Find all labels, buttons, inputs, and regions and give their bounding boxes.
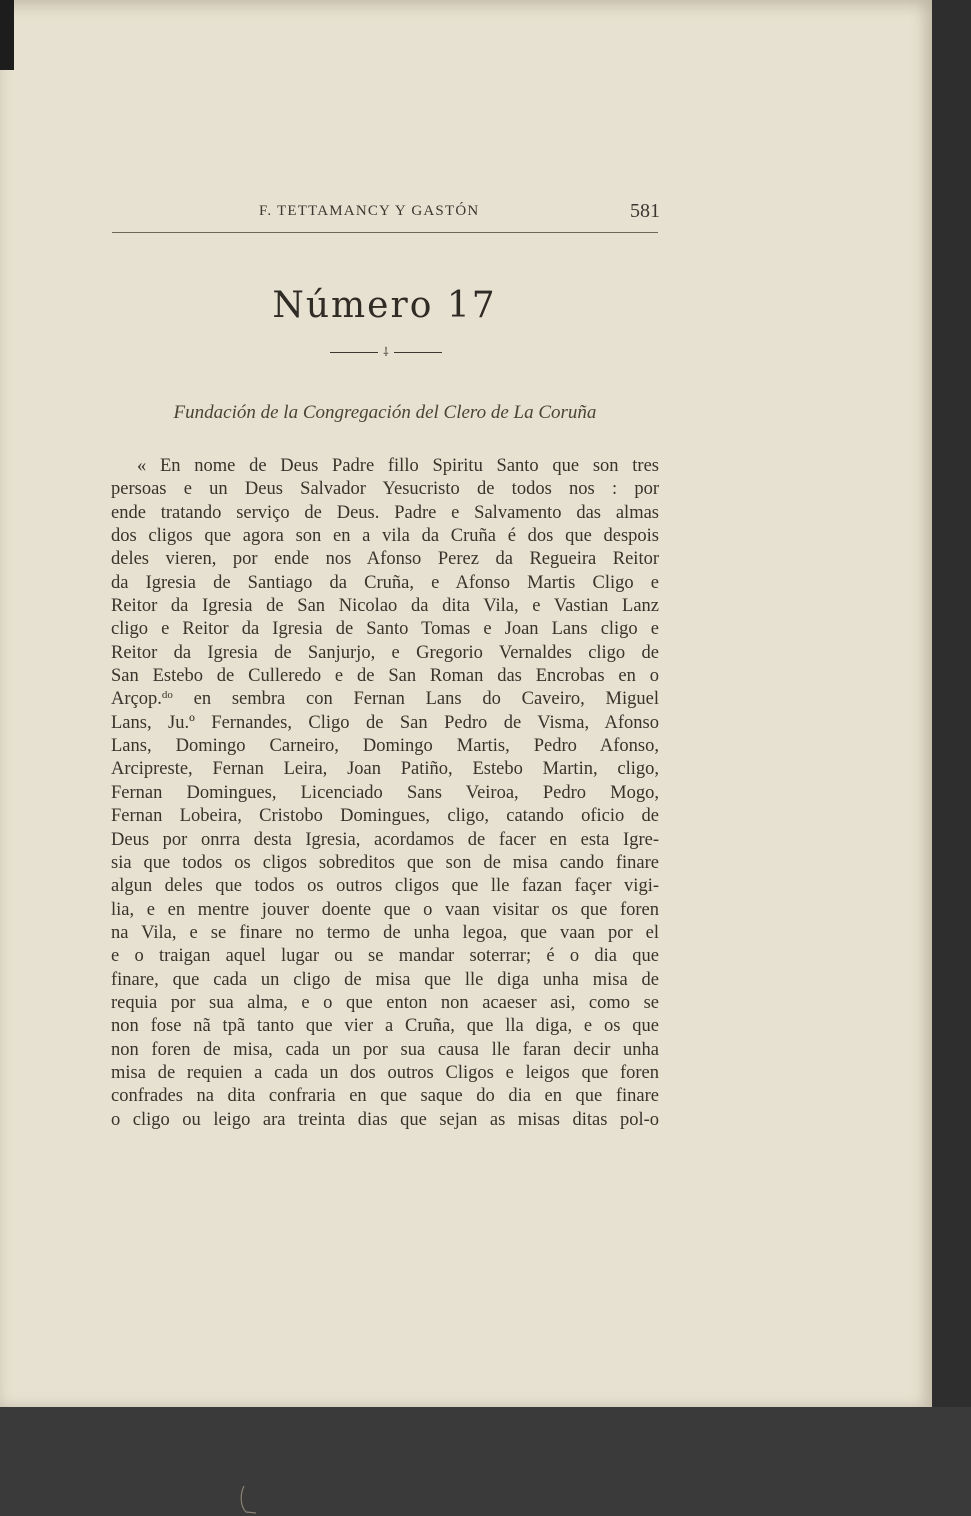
running-head (110, 200, 660, 231)
ornament-line-right (394, 352, 442, 353)
body-text (111, 455, 659, 1132)
ornament-cross-icon: ⸸ (383, 345, 389, 359)
text-line: finare, que cada un cligo de misa que lle diga unha misa de (111, 969, 659, 990)
text-line: Fernan Lobeira, Cristobo Domingues, cligo, catando oficio de (111, 806, 659, 827)
text-line: cligo e Reitor da Igresia de Santo Tomas e Joan Lans cligo e (111, 619, 659, 640)
text-line: na Vila, e se finare no termo de unha legoa, que vaan por el (111, 922, 659, 943)
document-title: Número 17 (272, 285, 497, 326)
text-line: dos cligos que agora son en a vila da Cruña é dos que despois (111, 526, 659, 547)
page-fold-shadow (0, 0, 14, 70)
text-line: lia, e en mentre jouver doente que o vaan visitar os que foren (111, 899, 659, 920)
pencil-mark-icon (238, 1484, 258, 1516)
ornament-divider (330, 344, 442, 360)
text-line: da Igresia de Santiago da Cruña, e Afonso Martis Cligo e (111, 572, 659, 593)
text-line-superscript (111, 688, 659, 711)
text-fragment: Arçop. (111, 689, 162, 710)
document-subtitle: Fundación de la Congregación del Clero de La Coruña (173, 402, 597, 423)
text-line: confrades na dita confraria en que saque do dia en que finare (111, 1086, 659, 1107)
text-line: Deus por onrra desta Igresia, acordamos de facer en esta Igre- (111, 829, 659, 850)
text-line: Fernan Domingues, Licenciado Sans Veiroa, Pedro Mogo, (111, 782, 659, 803)
scan-background-edge (932, 0, 971, 1407)
running-head-author: F. TETTAMANCY Y GASTÓN (259, 203, 480, 219)
ornament-line-left (330, 352, 378, 353)
text-line: requia por sua alma, e o que enton non acaeser asi, como se (111, 992, 659, 1013)
header-rule (112, 232, 658, 233)
text-line: Lans, Domingo Carneiro, Domingo Martis, Pedro Afonso, (111, 736, 659, 757)
text-line: « En nome de Deus Padre fillo Spiritu Santo que son tres (137, 456, 659, 476)
page-number: 581 (630, 200, 660, 222)
text-line: Arcipreste, Fernan Leira, Joan Patiño, Estebo Martin, cligo, (111, 759, 659, 780)
text-line: Reitor da Igresia de San Nicolao da dita Vila, e Vastian Lanz (111, 596, 659, 617)
text-line: persoas e un Deus Salvador Yesucristo de todos nos : por (111, 479, 659, 500)
text-line: non foren de misa, cada un por sua causa lle faran decir unha (111, 1039, 659, 1060)
text-line: non fose nã tpã tanto que vier a Cruña, que lla diga, e os que (111, 1016, 659, 1037)
superscript: do (161, 689, 173, 702)
text-fragment: en sembra con Fernan Lans do Caveiro, Miguel (172, 689, 659, 710)
text-line: Reitor da Igresia de Sanjurjo, e Gregorio Vernaldes cligo de (111, 642, 659, 663)
text-line: deles vieren, por ende nos Afonso Perez da Regueira Reitor (111, 549, 659, 570)
text-line: algun deles que todos os outros cligos que lle fazan façer vigi- (111, 876, 659, 897)
text-line: e o traigan aquel lugar ou se mandar soterrar; é o dia que (111, 946, 659, 967)
text-line: sia que todos os cligos sobreditos que son de misa cando finare (111, 852, 659, 873)
text-line: ende tratando serviço de Deus. Padre e Salvamento das almas (111, 502, 659, 523)
text-line: Lans, Ju.º Fernandes, Cligo de San Pedro de Visma, Afonso (111, 712, 659, 733)
text-line: San Estebo de Culleredo e de San Roman das Encrobas en o (111, 666, 659, 687)
text-line: misa de requien a cada un dos outros Cligos e leigos que foren (111, 1062, 659, 1083)
text-line: o cligo ou leigo ara treinta dias que sejan as misas ditas pol-o (111, 1109, 659, 1130)
